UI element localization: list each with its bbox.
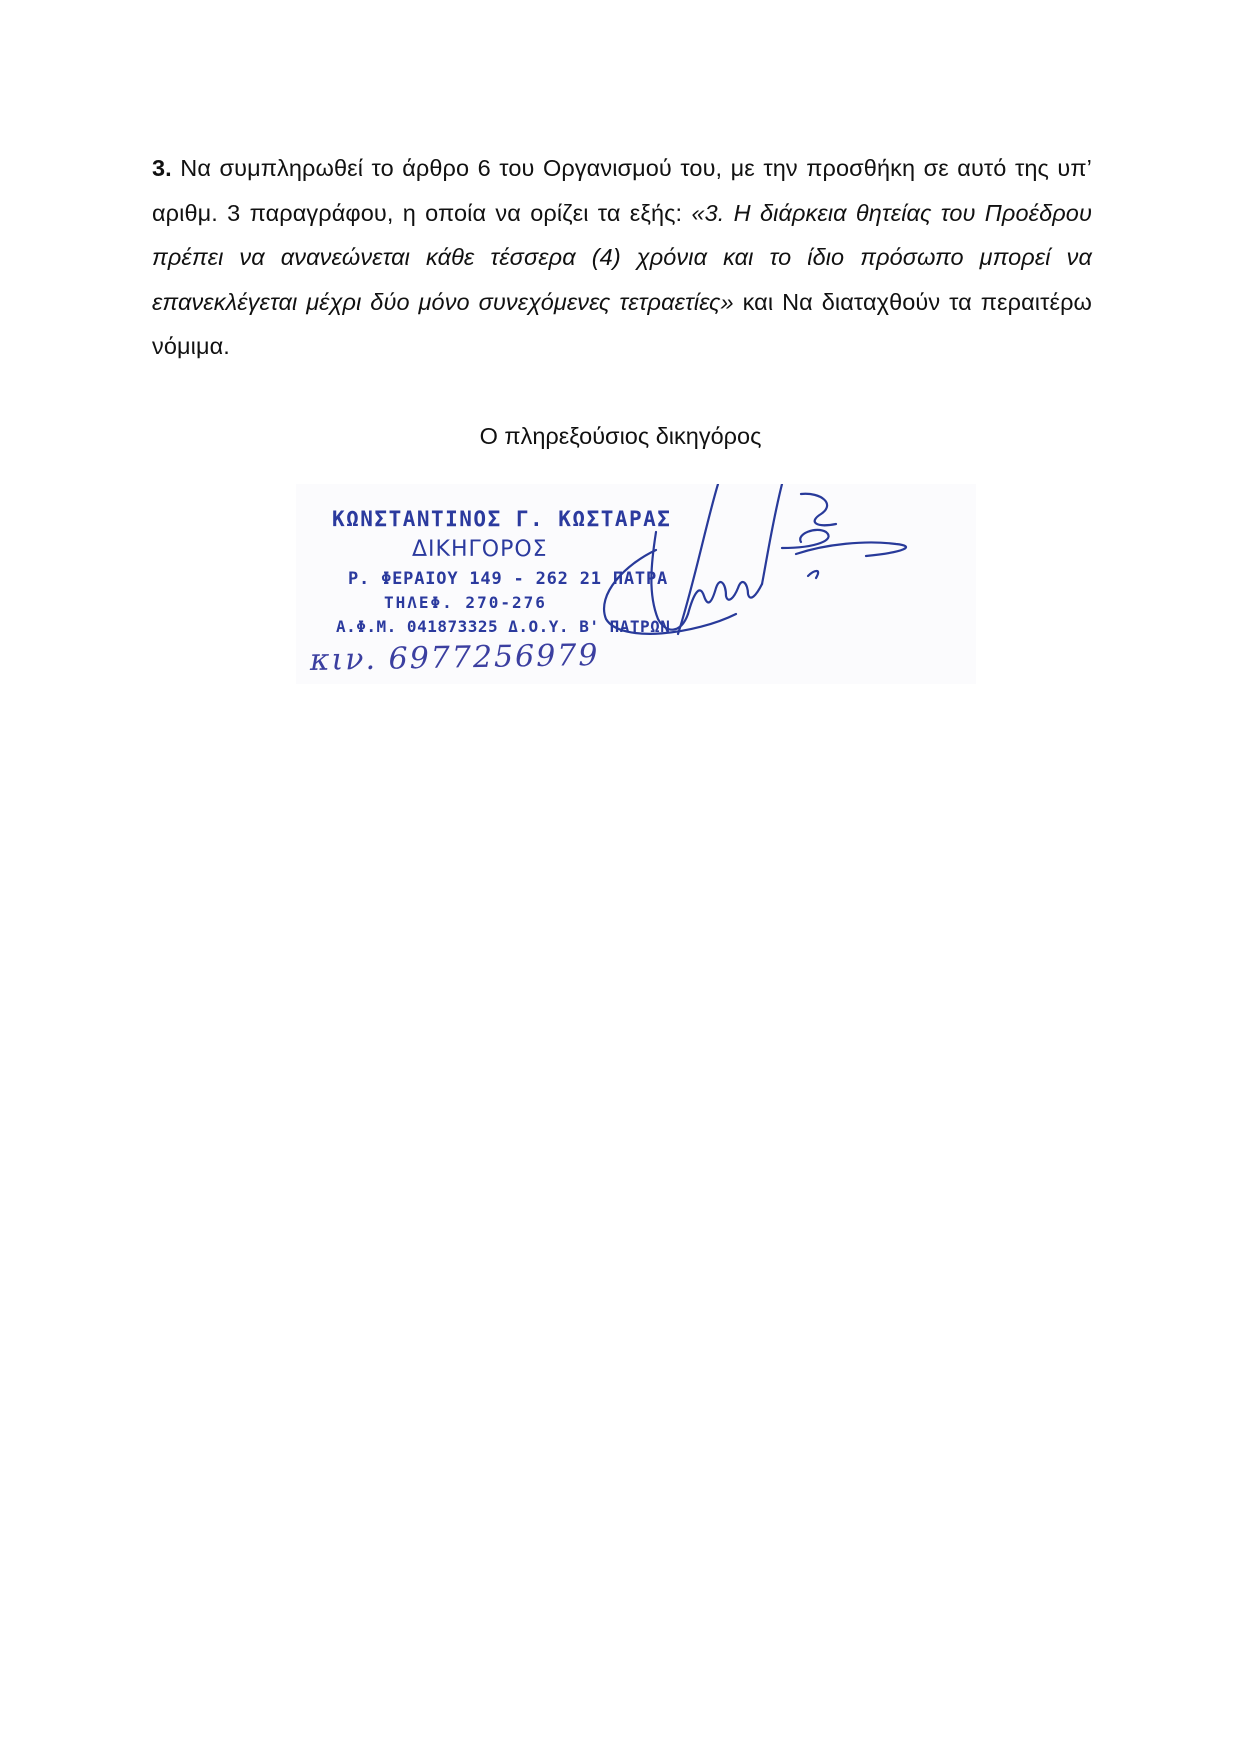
signature-curl-1: [801, 494, 836, 525]
handwritten-mobile: [309, 638, 600, 678]
stamp-tax-line: Α.Φ.Μ. 041873325 Δ.Ο.Υ. Β' ΠΑΤΡΩΝ: [336, 617, 671, 636]
stamp-phone-line: ΤΗΛΕΦ. 270-276: [384, 593, 547, 612]
stamp-profession-line: ΔΙΚΗΓΟΡΟΣ: [412, 537, 548, 562]
signature-flourish: [782, 530, 829, 548]
paragraph-quote: «3. Η διάρκεια θητείας του Προέδρου πρέπει να ανανεώνεται κάθε τέσσερα (4) χρόνια και το ίδιο πρόσωπο μπορεί να επανεκλέγεται μέχρι δύο μόνο συνεχόμενες τετραετίες»: [152, 199, 1092, 315]
paragraph-number: 3.: [152, 155, 172, 181]
signature-stroke-3: [762, 484, 782, 584]
stamp-signature-graphic: [296, 484, 976, 684]
handwritten-mobile-text: κιν. 6977256979: [309, 637, 600, 678]
signature-stroke-1: [678, 484, 718, 634]
lawyer-stamp: [332, 507, 671, 636]
body-paragraph: [152, 146, 1092, 369]
stamp-address-line: Ρ. ΦΕΡΑΙΟΥ 149 - 262 21 ΠΑΤΡΑ: [348, 569, 669, 589]
signer-title: Ο πληρεξούσιος δικηγόρος: [479, 423, 762, 449]
paragraph-text-2: και Να διαταχθούν τα περαιτέρω νόμιμα.: [152, 288, 1092, 359]
stamp-name-line: ΚΩΝΣΤΑΝΤΙΝΟΣ Γ. ΚΩΣΤΑΡΑΣ: [332, 507, 672, 531]
signature-scribble: [688, 582, 762, 614]
paragraph-text-1: Να συμπληρωθεί το άρθρο 6 του Οργανισμού του, με την προσθήκη σε αυτό της υπ’ αριθμ. 3 παραγράφου, η οποία να ορίζει τα εξής:: [152, 155, 1092, 226]
signature-mark: [808, 571, 818, 578]
stamp-and-signature: [296, 484, 976, 684]
